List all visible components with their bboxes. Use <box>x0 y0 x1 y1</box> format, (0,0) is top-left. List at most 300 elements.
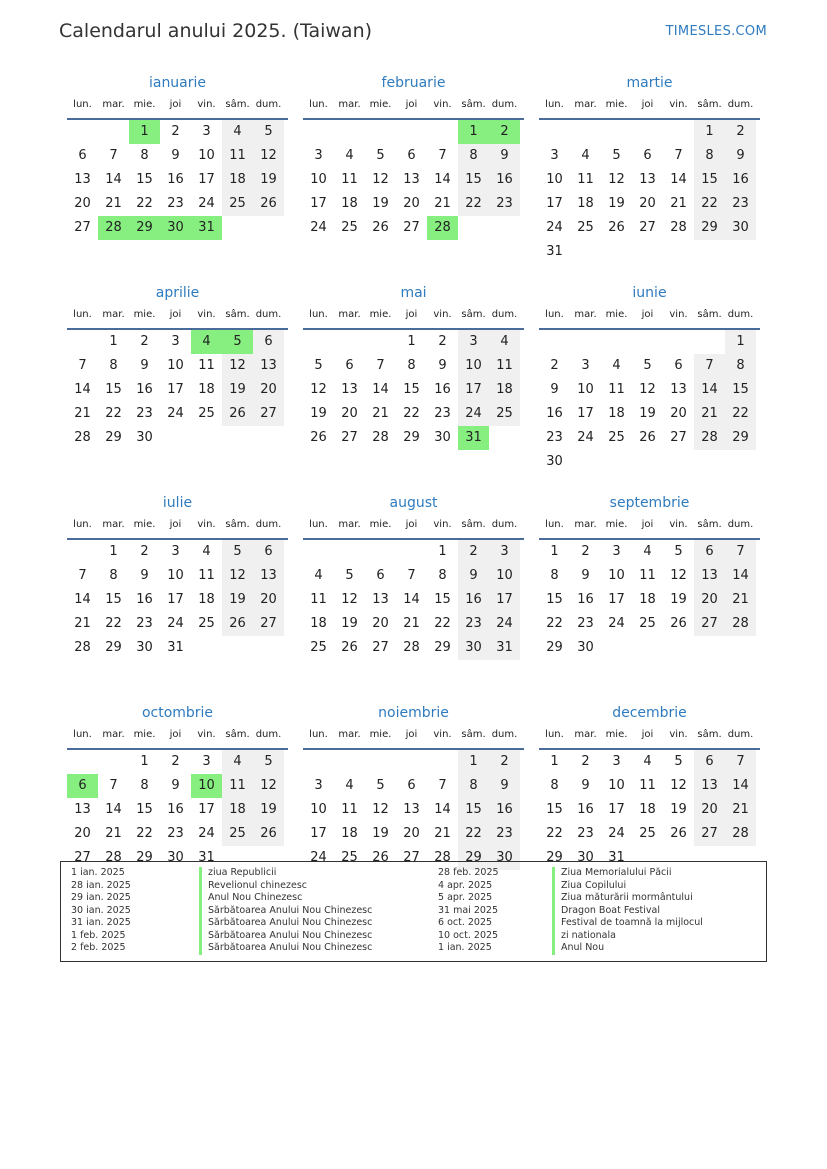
weekday-label: dum. <box>255 519 282 530</box>
weekday-label: vin. <box>433 729 452 740</box>
day-cell: 22 <box>105 616 122 631</box>
weekday-label: joi <box>641 519 654 530</box>
day-cell: 20 <box>341 406 358 421</box>
day-cell: 12 <box>372 802 389 817</box>
days-grid <box>67 540 288 660</box>
day-cell: 9 <box>550 382 559 397</box>
day-cell: 15 <box>546 802 563 817</box>
day-cell: 16 <box>167 172 184 187</box>
day-cell: 23 <box>136 616 153 631</box>
day-cell: 16 <box>546 406 563 421</box>
day-cell: 18 <box>222 168 253 192</box>
empty-cell <box>601 120 632 144</box>
day-cell: 17 <box>310 196 327 211</box>
month-ianuarie <box>67 72 288 282</box>
legend-holiday-name: Dragon Boat Festival <box>552 905 703 918</box>
empty-cell <box>334 540 365 564</box>
empty-cell <box>694 330 725 354</box>
day-cell: 8 <box>458 144 489 168</box>
day-cell: 2 <box>171 124 180 139</box>
day-cell: 5 <box>314 358 323 373</box>
day-cell: 10 <box>608 778 625 793</box>
weekday-label: mar. <box>102 309 125 320</box>
empty-cell <box>67 120 98 144</box>
day-cell: 8 <box>550 568 559 583</box>
day-cell: 26 <box>253 822 284 846</box>
month-name: ianuarie <box>148 75 207 91</box>
day-cell: 8 <box>458 774 489 798</box>
day-cell: 21 <box>74 616 91 631</box>
day-cell: 7 <box>725 750 756 774</box>
weekday-label: mie. <box>133 309 156 320</box>
legend-date: 6 oct. 2025 <box>438 917 493 928</box>
legend-date: 31 mai 2025 <box>438 904 499 916</box>
day-cell: 21 <box>403 616 420 631</box>
legend-holiday-name: Festival de toamnă la mijlocul <box>552 917 703 930</box>
day-cell: 10 <box>608 568 625 583</box>
day-cell: 19 <box>372 196 389 211</box>
legend-date: 1 ian. 2025 <box>438 942 492 953</box>
day-cell: 7 <box>725 540 756 564</box>
weekday-label: vin. <box>669 519 688 530</box>
day-cell: 26 <box>608 220 625 235</box>
weekday-label: sâm. <box>461 309 486 320</box>
day-cell: 20 <box>639 196 656 211</box>
weekday-header <box>539 514 760 540</box>
day-cell: 29 <box>434 640 451 655</box>
weekday-label: vin. <box>433 309 452 320</box>
legend-holiday-name: Sărbătoarea Anului Nou Chinezesc <box>199 917 372 930</box>
day-cell: 21 <box>105 826 122 841</box>
weekday-label: dum. <box>255 309 282 320</box>
legend-holiday-name: Ziua Copilului <box>552 880 703 893</box>
day-cell: 9 <box>140 358 149 373</box>
day-cell: 28 <box>434 850 451 865</box>
legend-right-names <box>552 867 703 955</box>
day-cell: 3 <box>612 544 621 559</box>
month-name: iulie <box>162 495 193 511</box>
weekday-label: mie. <box>369 729 392 740</box>
day-cell: 22 <box>434 616 451 631</box>
day-cell: 17 <box>489 588 520 612</box>
day-cell: 15 <box>105 382 122 397</box>
day-cell: 14 <box>725 564 756 588</box>
holiday-day-cell: 29 <box>129 216 160 240</box>
day-cell: 3 <box>171 334 180 349</box>
day-cell: 19 <box>222 378 253 402</box>
days-grid <box>539 540 760 660</box>
weekday-label: dum. <box>255 99 282 110</box>
day-cell: 30 <box>136 640 153 655</box>
day-cell: 10 <box>310 172 327 187</box>
day-cell: 30 <box>136 430 153 445</box>
day-cell: 10 <box>577 382 594 397</box>
day-cell: 21 <box>434 826 451 841</box>
day-cell: 8 <box>407 358 416 373</box>
legend-holiday-name: Sărbătoarea Anului Nou Chinezesc <box>199 930 372 943</box>
legend-date: 28 ian. 2025 <box>71 879 131 891</box>
legend-holiday-name: zi nationala <box>552 930 703 943</box>
day-cell: 16 <box>136 592 153 607</box>
empty-cell <box>365 750 396 774</box>
legend-date: 5 apr. 2025 <box>438 892 493 903</box>
day-cell: 10 <box>167 568 184 583</box>
day-cell: 17 <box>167 592 184 607</box>
weekday-label: joi <box>641 99 654 110</box>
weekday-label: mar. <box>102 99 125 110</box>
weekday-label: mar. <box>574 99 597 110</box>
day-cell: 3 <box>458 330 489 354</box>
day-cell: 6 <box>78 148 87 163</box>
day-cell: 6 <box>345 358 354 373</box>
day-cell: 29 <box>105 640 122 655</box>
day-cell: 11 <box>222 144 253 168</box>
day-cell: 12 <box>639 382 656 397</box>
day-cell: 7 <box>78 358 87 373</box>
empty-cell <box>632 330 663 354</box>
weekday-label: vin. <box>433 519 452 530</box>
empty-cell <box>303 540 334 564</box>
day-cell: 26 <box>372 850 389 865</box>
day-cell: 13 <box>372 592 389 607</box>
day-cell: 28 <box>725 822 756 846</box>
month-aprilie <box>67 282 288 492</box>
day-cell: 27 <box>670 430 687 445</box>
month-name: martie <box>626 75 673 91</box>
empty-cell <box>396 540 427 564</box>
legend-date: 28 feb. 2025 <box>438 867 499 878</box>
day-cell: 26 <box>253 192 284 216</box>
days-grid <box>539 120 760 264</box>
day-cell: 3 <box>202 754 211 769</box>
day-cell: 3 <box>612 754 621 769</box>
weekday-label: lun. <box>73 309 92 320</box>
day-cell: 15 <box>546 592 563 607</box>
day-cell: 15 <box>458 798 489 822</box>
day-cell: 15 <box>725 378 756 402</box>
day-cell: 4 <box>222 750 253 774</box>
empty-cell <box>67 330 98 354</box>
weekday-label: joi <box>405 519 418 530</box>
month-iunie <box>539 282 760 492</box>
day-cell: 8 <box>140 778 149 793</box>
day-cell: 25 <box>639 826 656 841</box>
day-cell: 26 <box>222 402 253 426</box>
weekday-label: joi <box>405 309 418 320</box>
weekday-label: dum. <box>727 729 754 740</box>
day-cell: 4 <box>612 358 621 373</box>
weekday-label: dum. <box>727 99 754 110</box>
weekday-label: dum. <box>727 519 754 530</box>
day-cell: 13 <box>341 382 358 397</box>
legend-left-dates <box>71 867 131 955</box>
day-cell: 6 <box>407 778 416 793</box>
weekday-label: lun. <box>73 519 92 530</box>
day-cell: 6 <box>253 330 284 354</box>
day-cell: 24 <box>198 826 215 841</box>
day-cell: 10 <box>458 354 489 378</box>
days-grid <box>67 120 288 240</box>
legend-right-dates <box>438 867 499 955</box>
weekday-label: dum. <box>491 729 518 740</box>
day-cell: 14 <box>74 382 91 397</box>
holiday-day-cell: 28 <box>427 216 458 240</box>
day-cell: 28 <box>725 612 756 636</box>
day-cell: 6 <box>694 750 725 774</box>
weekday-label: mie. <box>605 729 628 740</box>
day-cell: 1 <box>407 334 416 349</box>
weekday-label: dum. <box>727 309 754 320</box>
day-cell: 18 <box>222 798 253 822</box>
days-grid <box>303 120 524 240</box>
day-cell: 24 <box>198 196 215 211</box>
day-cell: 20 <box>694 588 725 612</box>
day-cell: 11 <box>198 568 215 583</box>
month-name: decembrie <box>612 705 687 721</box>
month-august <box>303 492 524 702</box>
weekday-label: sâm. <box>225 99 250 110</box>
day-cell: 16 <box>577 592 594 607</box>
legend-holiday-name: ziua Republicii <box>199 867 372 880</box>
day-cell: 26 <box>310 430 327 445</box>
days-grid <box>303 750 524 870</box>
weekday-label: joi <box>641 729 654 740</box>
day-cell: 23 <box>489 192 520 216</box>
day-cell: 27 <box>403 850 420 865</box>
day-cell: 2 <box>140 334 149 349</box>
weekday-header <box>303 724 524 750</box>
weekday-label: sâm. <box>697 729 722 740</box>
day-cell: 24 <box>577 430 594 445</box>
weekday-label: joi <box>405 729 418 740</box>
day-cell: 30 <box>577 640 594 655</box>
day-cell: 29 <box>136 850 153 865</box>
day-cell: 7 <box>694 354 725 378</box>
day-cell: 1 <box>109 544 118 559</box>
weekday-label: mie. <box>369 309 392 320</box>
day-cell: 29 <box>458 846 489 870</box>
day-cell: 13 <box>694 564 725 588</box>
day-cell: 23 <box>577 826 594 841</box>
day-cell: 17 <box>198 802 215 817</box>
empty-cell <box>67 540 98 564</box>
day-cell: 21 <box>694 402 725 426</box>
day-cell: 9 <box>438 358 447 373</box>
day-cell: 16 <box>434 382 451 397</box>
day-cell: 24 <box>310 220 327 235</box>
day-cell: 27 <box>372 640 389 655</box>
day-cell: 12 <box>341 592 358 607</box>
day-cell: 13 <box>670 382 687 397</box>
day-cell: 13 <box>403 172 420 187</box>
day-cell: 8 <box>140 148 149 163</box>
day-cell: 22 <box>458 192 489 216</box>
day-cell: 19 <box>670 802 687 817</box>
weekday-label: lun. <box>73 729 92 740</box>
days-grid <box>303 330 524 450</box>
weekday-header <box>67 304 288 330</box>
day-cell: 27 <box>74 220 91 235</box>
legend-holiday-name: Sărbătoarea Anului Nou Chinezesc <box>199 905 372 918</box>
day-cell: 27 <box>253 612 284 636</box>
day-cell: 19 <box>608 196 625 211</box>
day-cell: 17 <box>167 382 184 397</box>
day-cell: 24 <box>310 850 327 865</box>
day-cell: 8 <box>725 354 756 378</box>
weekday-label: mie. <box>605 519 628 530</box>
weekday-label: sâm. <box>225 729 250 740</box>
day-cell: 22 <box>136 826 153 841</box>
day-cell: 22 <box>725 402 756 426</box>
day-cell: 4 <box>202 544 211 559</box>
month-name: noiembrie <box>378 705 449 721</box>
month-name: septembrie <box>609 495 690 511</box>
legend-date: 1 ian. 2025 <box>71 867 125 878</box>
day-cell: 30 <box>434 430 451 445</box>
day-cell: 25 <box>489 402 520 426</box>
day-cell: 17 <box>310 826 327 841</box>
empty-cell <box>67 750 98 774</box>
day-cell: 24 <box>167 406 184 421</box>
day-cell: 18 <box>639 592 656 607</box>
day-cell: 28 <box>105 850 122 865</box>
day-cell: 19 <box>372 826 389 841</box>
day-cell: 2 <box>550 358 559 373</box>
day-cell: 16 <box>577 802 594 817</box>
day-cell: 3 <box>171 544 180 559</box>
day-cell: 27 <box>74 850 91 865</box>
day-cell: 6 <box>674 358 683 373</box>
day-cell: 2 <box>581 754 590 769</box>
day-cell: 5 <box>253 120 284 144</box>
day-cell: 9 <box>171 778 180 793</box>
day-cell: 29 <box>105 430 122 445</box>
day-cell: 5 <box>345 568 354 583</box>
day-cell: 1 <box>458 750 489 774</box>
day-cell: 25 <box>222 822 253 846</box>
day-cell: 20 <box>403 196 420 211</box>
day-cell: 6 <box>407 148 416 163</box>
day-cell: 11 <box>489 354 520 378</box>
day-cell: 20 <box>694 798 725 822</box>
legend-holiday-name: Sărbătoarea Anului Nou Chinezesc <box>199 942 372 955</box>
days-grid <box>539 750 760 870</box>
day-cell: 25 <box>310 640 327 655</box>
day-cell: 15 <box>136 172 153 187</box>
empty-cell <box>539 120 570 144</box>
weekday-label: joi <box>169 729 182 740</box>
day-cell: 23 <box>489 822 520 846</box>
holiday-legend <box>60 861 767 962</box>
day-cell: 20 <box>253 378 284 402</box>
day-cell: 8 <box>109 568 118 583</box>
day-cell: 14 <box>372 382 389 397</box>
weekday-label: vin. <box>197 99 216 110</box>
day-cell: 12 <box>372 172 389 187</box>
day-cell: 11 <box>608 382 625 397</box>
weekday-label: lun. <box>73 99 92 110</box>
month-martie <box>539 72 760 282</box>
weekday-label: lun. <box>545 729 564 740</box>
day-cell: 4 <box>314 568 323 583</box>
day-cell: 24 <box>167 616 184 631</box>
empty-cell <box>539 330 570 354</box>
weekday-label: sâm. <box>461 99 486 110</box>
empty-cell <box>365 540 396 564</box>
day-cell: 6 <box>694 540 725 564</box>
weekday-label: dum. <box>491 99 518 110</box>
day-cell: 2 <box>171 754 180 769</box>
brand-link[interactable]: TIMESLES.COM <box>665 24 767 39</box>
day-cell: 21 <box>725 588 756 612</box>
day-cell: 4 <box>222 120 253 144</box>
empty-cell <box>396 750 427 774</box>
day-cell: 9 <box>489 144 520 168</box>
weekday-label: mie. <box>133 99 156 110</box>
holiday-day-cell: 10 <box>191 774 222 798</box>
day-cell: 18 <box>341 196 358 211</box>
day-cell: 10 <box>198 148 215 163</box>
month-name: octombrie <box>141 705 214 721</box>
holiday-day-cell: 6 <box>67 774 98 798</box>
weekday-label: mar. <box>574 309 597 320</box>
day-cell: 30 <box>577 850 594 865</box>
day-cell: 19 <box>341 616 358 631</box>
day-cell: 1 <box>438 544 447 559</box>
day-cell: 1 <box>550 544 559 559</box>
day-cell: 9 <box>171 148 180 163</box>
day-cell: 28 <box>372 430 389 445</box>
day-cell: 6 <box>253 540 284 564</box>
day-cell: 18 <box>198 592 215 607</box>
day-cell: 25 <box>198 406 215 421</box>
day-cell: 3 <box>581 358 590 373</box>
legend-date: 29 ian. 2025 <box>71 892 131 903</box>
weekday-label: mar. <box>338 729 361 740</box>
day-cell: 14 <box>434 802 451 817</box>
day-cell: 15 <box>136 802 153 817</box>
day-cell: 18 <box>489 378 520 402</box>
day-cell: 17 <box>198 172 215 187</box>
holiday-day-cell: 28 <box>98 216 129 240</box>
weekday-label: lun. <box>309 309 328 320</box>
legend-holiday-name: Revelionul chinezesc <box>199 880 372 893</box>
day-cell: 4 <box>345 778 354 793</box>
day-cell: 7 <box>438 778 447 793</box>
day-cell: 15 <box>458 168 489 192</box>
day-cell: 1 <box>550 754 559 769</box>
legend-date: 1 feb. 2025 <box>71 929 126 941</box>
day-cell: 11 <box>341 172 358 187</box>
day-cell: 3 <box>314 148 323 163</box>
day-cell: 28 <box>74 430 91 445</box>
weekday-label: sâm. <box>225 519 250 530</box>
day-cell: 25 <box>222 192 253 216</box>
day-cell: 5 <box>222 540 253 564</box>
day-cell: 31 <box>167 640 184 655</box>
day-cell: 14 <box>105 802 122 817</box>
day-cell: 11 <box>222 774 253 798</box>
day-cell: 3 <box>489 540 520 564</box>
day-cell: 31 <box>198 850 215 865</box>
day-cell: 21 <box>372 406 389 421</box>
weekday-label: mie. <box>369 519 392 530</box>
day-cell: 31 <box>608 850 625 865</box>
weekday-label: lun. <box>309 729 328 740</box>
day-cell: 16 <box>725 168 756 192</box>
days-grid <box>67 330 288 450</box>
day-cell: 12 <box>670 778 687 793</box>
